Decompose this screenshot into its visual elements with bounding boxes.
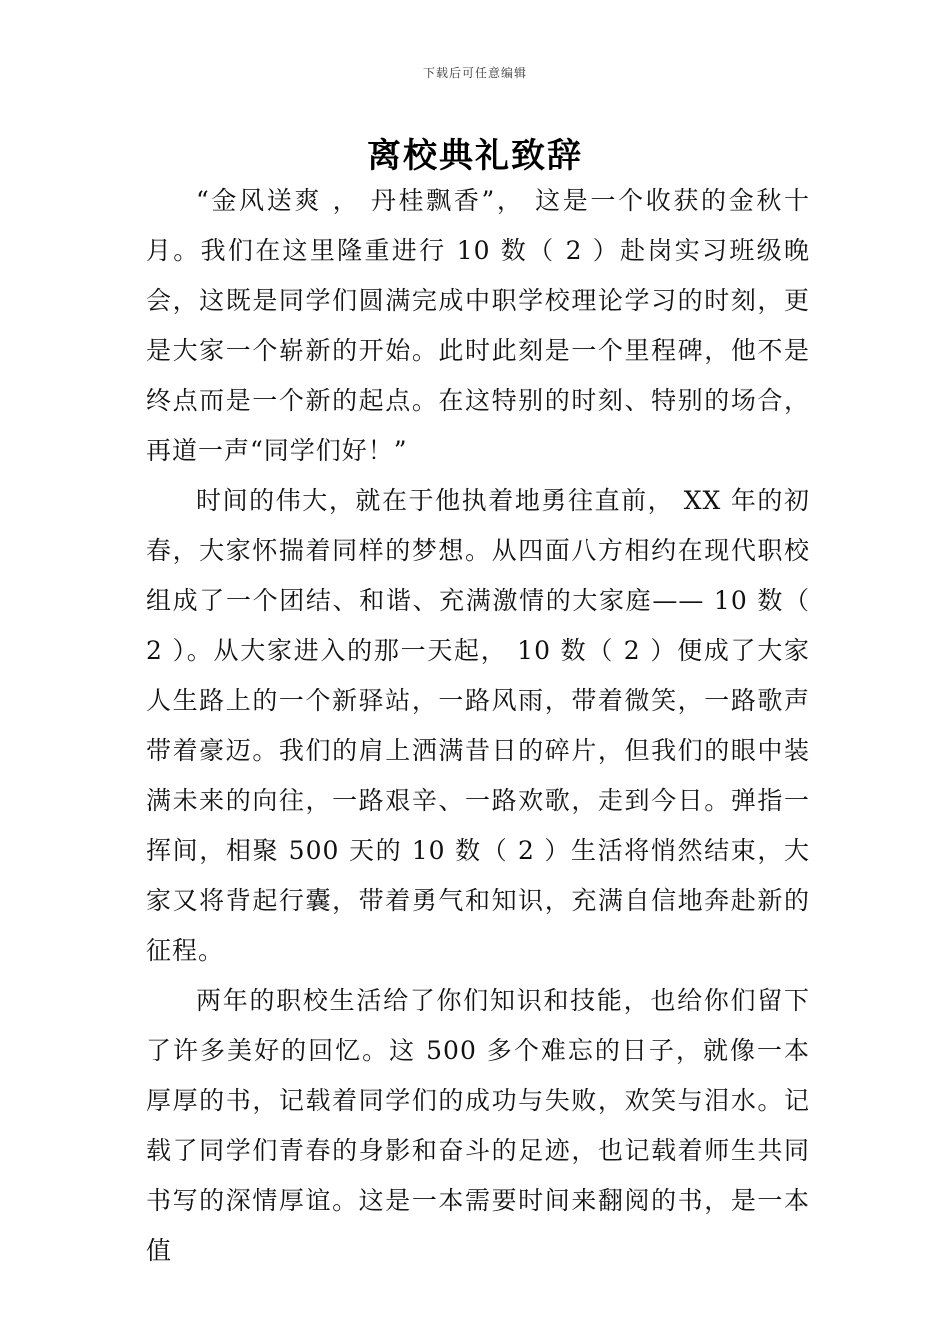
document-body (146, 176, 810, 1276)
header-note: 下载后可任意编辑 (422, 66, 527, 80)
page-title: 离校典礼致辞 (367, 136, 583, 176)
paragraph-2: 时间的伟大，就在于他执着地勇往直前， XX 年的初春，大家怀揣着同样的梦想。从四面八方相约在现代职校组成了一个团结、和谐、充满激情的大家庭—— 10 数（ 2 ）。从大家进入的那一天起， 10 数（ 2 ）便成了大家人生路上的一个新驿站，一路风雨，带着微笑，一路歌声带着豪迈。我们的肩上洒满昔日的碎片，但我们的眼中装满未来的向往，一路艰辛、一路欢歌，走到今日。弹指一挥间，相聚 500 天的 10 数（ 2 ）生活将悄然结束，大家又将背起行囊，带着勇气和知识，充满自信地奔赴新的征程。 (146, 486, 810, 965)
paragraph-3: 两年的职校生活给了你们知识和技能，也给你们留下了许多美好的回忆。这 500 多个难忘的日子，就像一本厚厚的书，记载着同学们的成功与失败，欢笑与泪水。记载了同学们青春的身影和奋斗的足迹，也记载着师生共同书写的深情厚谊。这是一本需要时间来翻阅的书，是一本值 (146, 986, 810, 1265)
paragraph-1: “金风送爽 ， 丹桂飘香”， 这是一个收获的金秋十月。我们在这里隆重进行 10 数（ 2 ）赴岗实习班级晚会，这既是同学们圆满完成中职学校理论学习的时刻，更是大家一个崭新的开始。此时此刻是一个里程碑，他不是终点而是一个新的起点。在这特别的时刻、特别的场合，再道一声“同学们好！” (146, 186, 810, 465)
